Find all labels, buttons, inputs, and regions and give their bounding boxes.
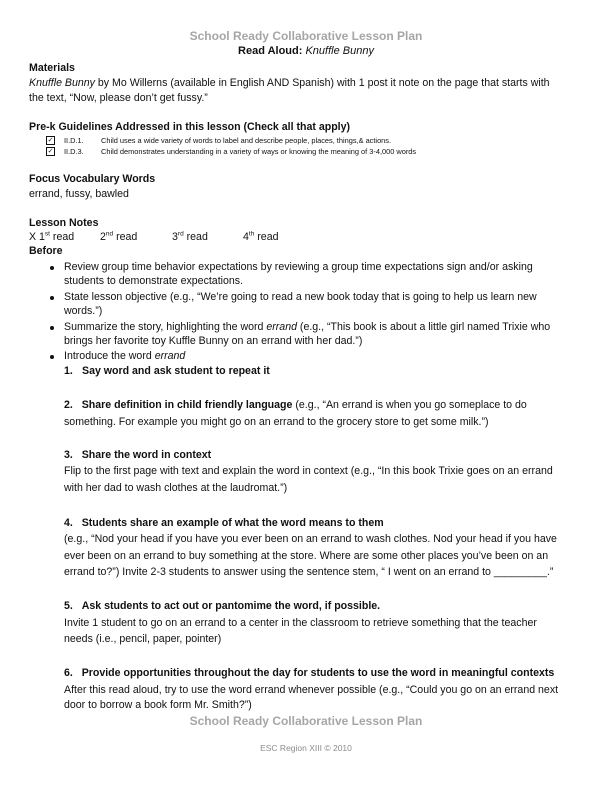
vocab-words: errand, fussy, bawled (29, 188, 129, 200)
before-heading: Before (29, 245, 63, 257)
document-header: School Ready Collaborative Lesson Plan (189, 29, 423, 43)
step-5-line-2: needs (i.e., pencil, paper, pointer) (64, 633, 222, 645)
materials-line-2: the text, “Now, please don’t get fussy.” (29, 92, 208, 104)
bullet-2-line-1: State lesson objective (e.g., “We’re going to read a new book today that is going to help us learn new (64, 291, 537, 303)
read-1: X 1st read (29, 230, 75, 243)
read-2: 2nd read (100, 230, 138, 243)
bullet-dot-4 (50, 355, 54, 359)
bullet-2-line-2: words.”) (64, 305, 103, 317)
bullet-dot-2 (50, 296, 54, 300)
step-2-line-2: something. For example you might go on an errand to the grocery store to get some milk.”) (64, 416, 489, 428)
bullet-dot-3 (50, 326, 54, 330)
materials-line-1 (29, 77, 550, 89)
step-6-line-1: After this read aloud, try to use the word errand whenever possible (e.g., “Could you go on an errand next (64, 684, 559, 696)
checkbox-guideline-1[interactable]: ✓ (47, 137, 54, 144)
step-2-line-1: 2. Share definition in child friendly language (e.g., “An errand is when you go someplace to do (64, 399, 527, 411)
guidelines-heading: Pre-k Guidelines Addressed in this lesson (Check all that apply) (29, 121, 351, 133)
lesson-notes-heading: Lesson Notes (29, 217, 99, 229)
bullet-3-line-2: brings her favorite toy Kuffle Bunny on an errand with her dad.”) (64, 335, 363, 347)
step-3-heading: 3. Share the word in context (64, 449, 212, 461)
step-4-line-3: errand to?”) Invite 2-3 students to answer using the sentence stem, “ I went on an errand to _________.” (64, 566, 554, 578)
step-6-heading: 6. Provide opportunities throughout the day for students to use the word in meaningful contexts (64, 667, 555, 679)
materials-book-title: Knuffle Bunny (29, 77, 95, 89)
step-3-line-1: Flip to the first page with text and explain the word in context (e.g., “In this book Trixie goes on an errand (64, 465, 553, 477)
bullet-1-line-1: Review group time behavior expectations by reviewing a group time expectations sign and/or asking (64, 261, 533, 273)
checkbox-guideline-2[interactable]: ✓ (47, 148, 54, 155)
footer-header: School Ready Collaborative Lesson Plan (189, 714, 423, 728)
step-1-number: 1. (64, 365, 73, 377)
step-1-title: Say word and ask student to repeat it (82, 365, 270, 377)
guideline-code-2: II.D.3. (64, 147, 84, 156)
read-4: 4th read (243, 230, 279, 243)
guideline-code-1: II.D.1. (64, 136, 84, 145)
step-4-line-2: ever been on an errand to buy something at the store. Where are some other places you’ve been on an (64, 550, 549, 562)
bullet-3-line-1: Summarize the story, highlighting the word errand (e.g., “This book is about a little girl named Trixie who (64, 321, 551, 333)
step-4-line-1: (e.g., “Nod your head if you have you ever been on an errand to wash clothes. Nod your head if you have (64, 533, 557, 545)
read-3: 3rd read (172, 230, 208, 243)
guideline-text-2: Child demonstrates understanding in a variety of ways or knowing the meaning of 3-4,000 words (101, 147, 417, 156)
step-3-line-2: with her dad to wash clothes at the laudromat.”) (64, 482, 288, 494)
bullet-1-line-2: students to demonstrate expectations. (64, 275, 244, 287)
materials-heading: Materials (29, 62, 75, 74)
step-5-line-1: Invite 1 student to go on an errand to a center in the classroom to retrieve something that the teacher (64, 617, 537, 629)
step-6-line-2: door to borrow a book form Mr. Smith?”) (64, 699, 252, 711)
step-4-heading: 4. Students share an example of what the word means to them (64, 517, 384, 529)
vocab-heading: Focus Vocabulary Words (29, 173, 156, 185)
bullet-dot-1 (50, 266, 54, 270)
book-title: Knuffle Bunny (305, 45, 374, 57)
materials-line-1-text: by Mo Willerns (available in English AND Spanish) with 1 post it note on the page that starts with (94, 77, 550, 89)
guideline-text-1: Child uses a wide variety of words to label and describe people, places, things,& actions. (101, 136, 392, 145)
step-5-heading: 5. Ask students to act out or pantomime the word, if possible. (64, 600, 381, 612)
footer-copyright: ESC Region XIII © 2010 (260, 743, 352, 753)
read-aloud-label: Read Aloud: (238, 45, 306, 57)
bullet-4-line: Introduce the word errand (64, 350, 186, 362)
read-aloud-title (0, 45, 612, 57)
